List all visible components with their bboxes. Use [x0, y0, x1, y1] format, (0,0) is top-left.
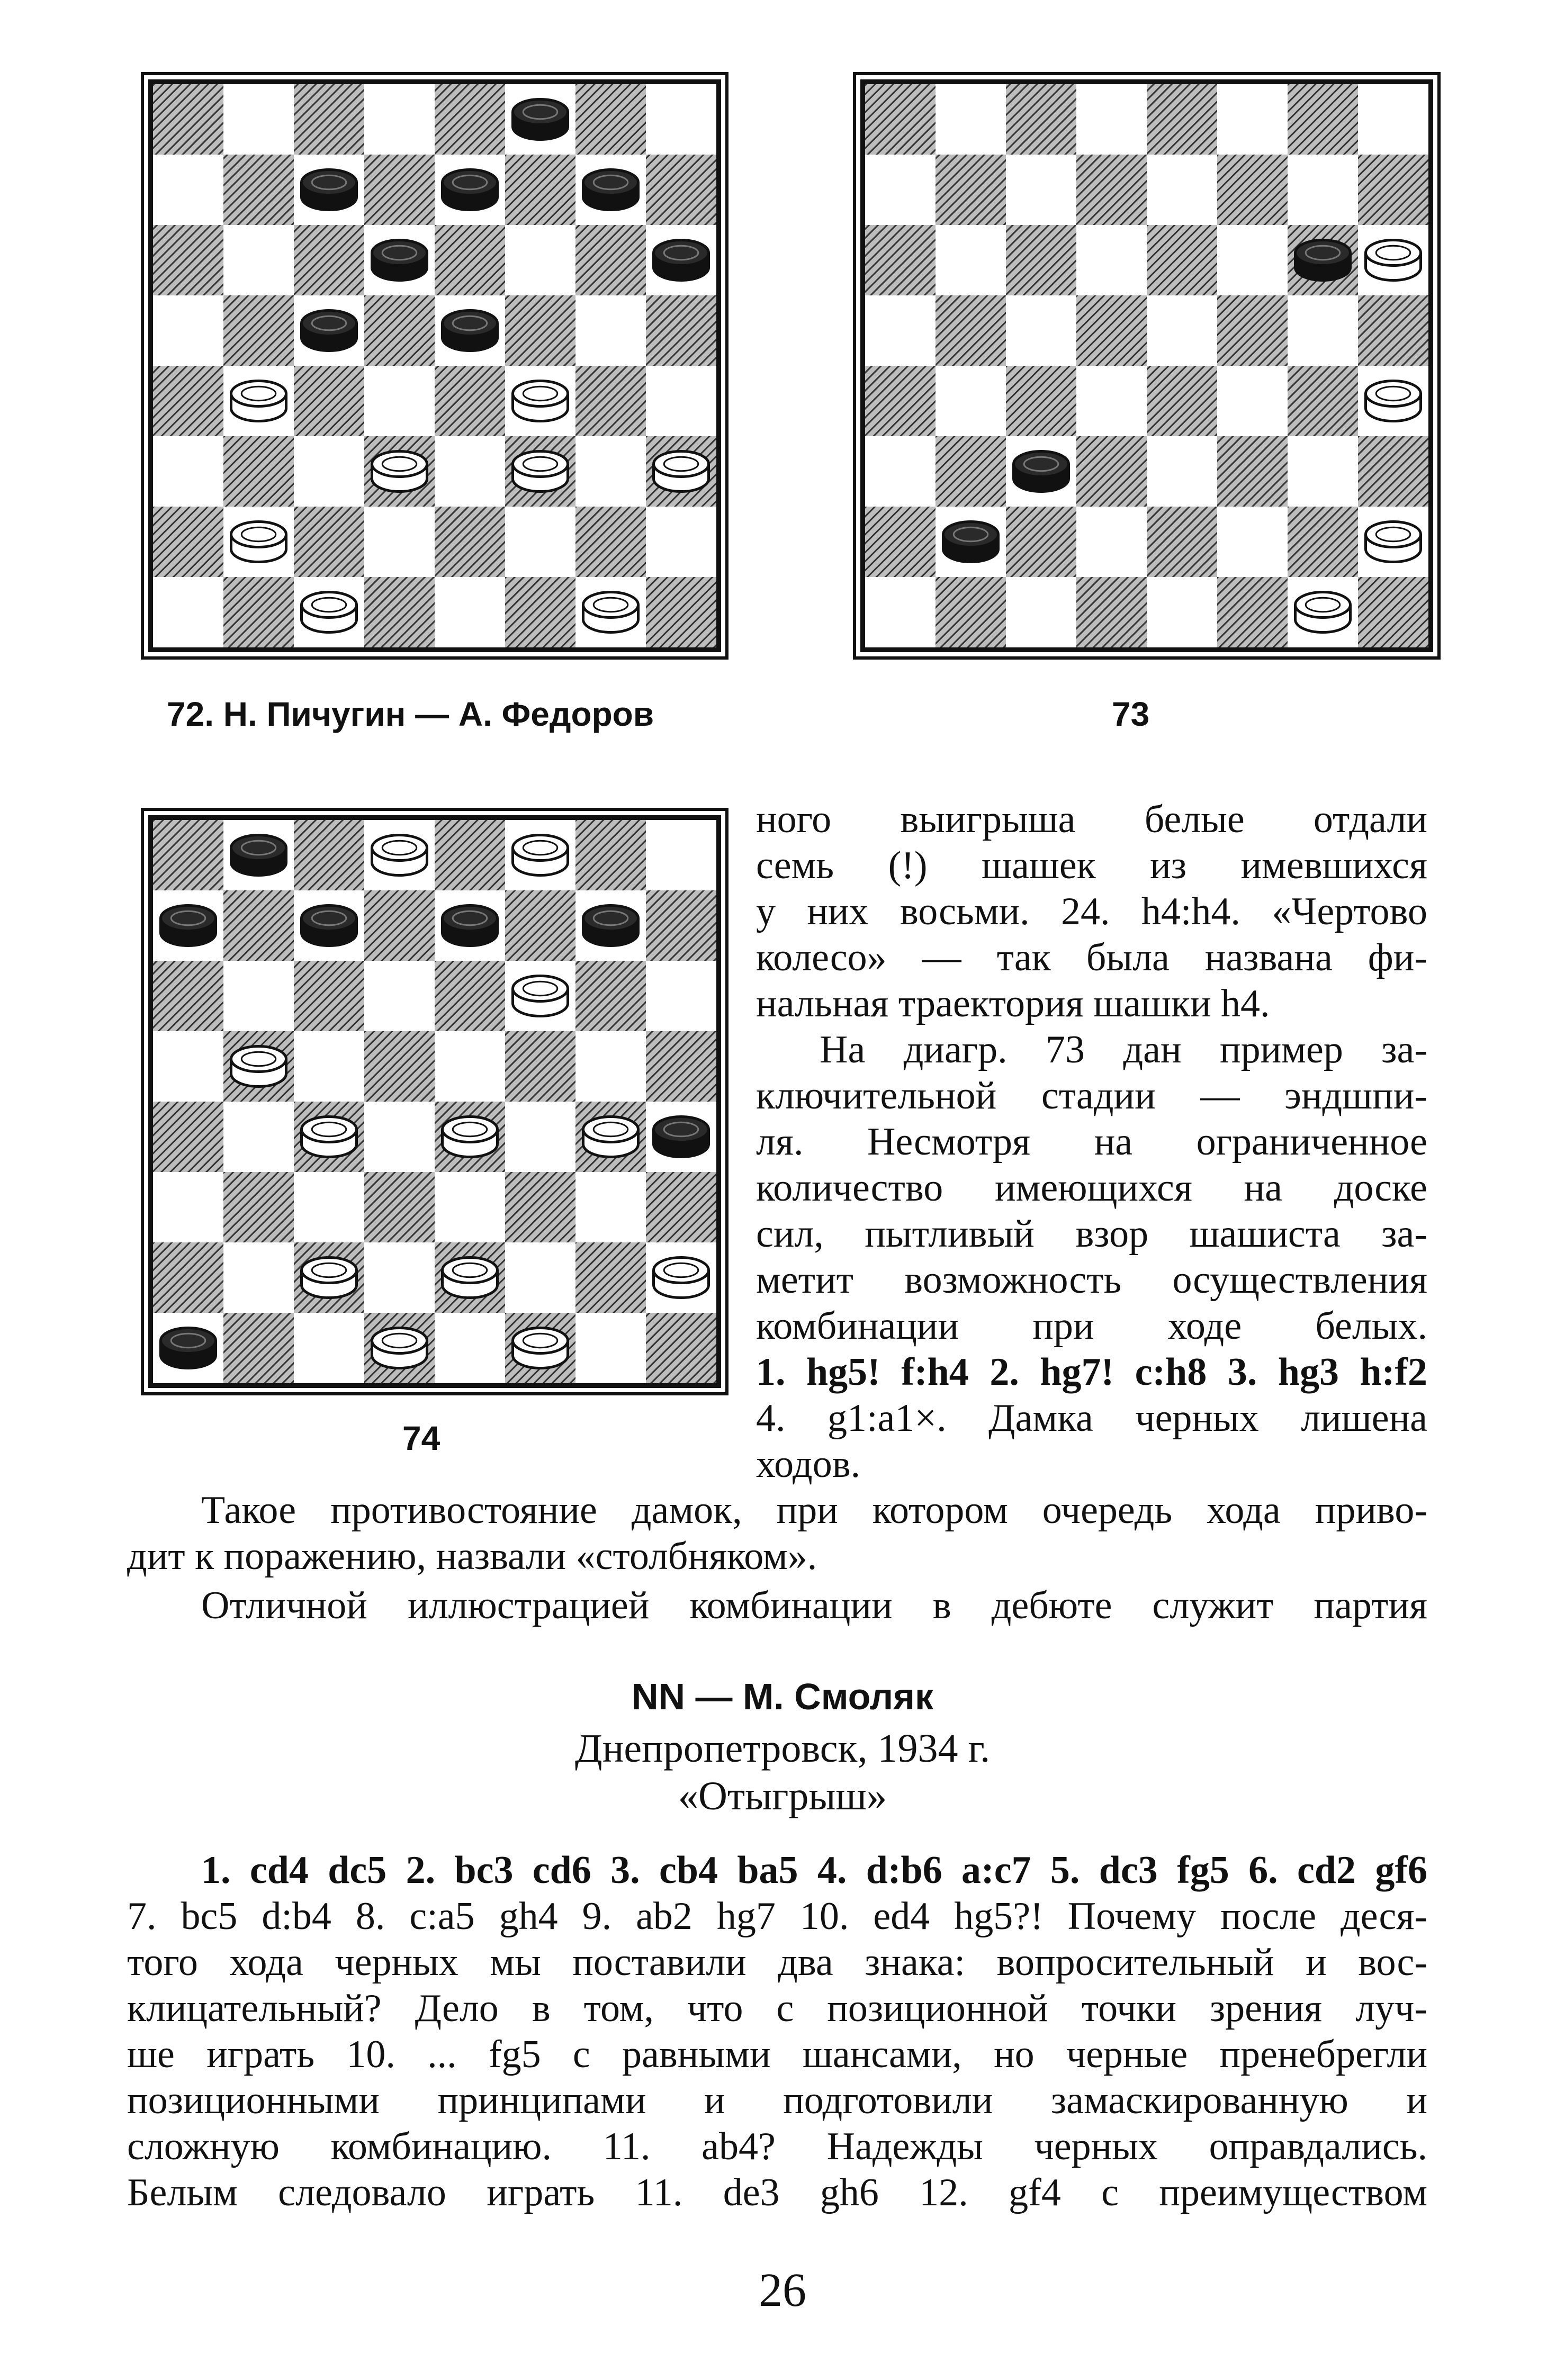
dark-square — [294, 84, 364, 155]
dark-square — [435, 507, 505, 577]
side-line: 4. g1:a1×. Дамка черных лишена — [756, 1396, 1427, 1440]
dark-square — [1076, 155, 1147, 225]
dark-square — [1288, 84, 1358, 155]
black-checker — [943, 522, 999, 562]
board-grid-73 — [865, 84, 1428, 647]
white-checker — [513, 452, 568, 492]
para-line: Отличной иллюстрацией комбинации в дебюте служит партия — [201, 1584, 1427, 1627]
black-checker — [443, 906, 498, 946]
diagram-72-board — [148, 79, 721, 652]
black-checker — [583, 170, 638, 210]
dark-square — [1006, 225, 1076, 295]
dark-square — [153, 1102, 223, 1172]
dark-square — [865, 366, 936, 436]
dark-square — [936, 436, 1006, 507]
dark-square — [1358, 155, 1428, 225]
dark-square — [1217, 295, 1288, 366]
page-number: 26 — [759, 2264, 806, 2316]
black-checker — [302, 170, 357, 210]
dark-square — [575, 366, 646, 436]
side-line: сил, пытливый взор шашиста за- — [756, 1212, 1427, 1256]
dark-square — [936, 577, 1006, 647]
dark-square — [575, 507, 646, 577]
black-checker — [513, 100, 568, 140]
side-line: ключительной стадии — эндшпи- — [756, 1074, 1427, 1117]
dark-square — [646, 1031, 716, 1102]
white-checker — [302, 592, 357, 633]
dark-square — [646, 890, 716, 961]
side-line: количество имеющихся на доске — [756, 1166, 1427, 1210]
dark-square — [223, 577, 294, 647]
dark-square — [1076, 436, 1147, 507]
black-checker — [161, 906, 216, 946]
side-line: ходов. — [756, 1443, 861, 1486]
dark-square — [505, 890, 575, 961]
dark-square — [1076, 577, 1147, 647]
white-checker — [231, 1047, 286, 1087]
dark-square — [646, 295, 716, 366]
white-checker — [654, 452, 709, 492]
dark-square — [936, 155, 1006, 225]
side-line: колесо» — так была названа фи- — [756, 936, 1427, 979]
dark-square — [435, 820, 505, 890]
white-checker — [443, 1258, 498, 1298]
dark-square — [435, 961, 505, 1031]
dark-square — [575, 225, 646, 295]
dark-square — [936, 295, 1006, 366]
diagram-74-board — [148, 815, 721, 1388]
dark-square — [435, 366, 505, 436]
white-checker — [654, 1258, 709, 1298]
game-place: Днепропетровск, 1934 г. — [574, 1726, 991, 1771]
moves-line: 1. cd4 dc5 2. bc3 cd6 3. cb4 ba5 4. d:b6 a:c7 5. dc3 fg5 6. cd2 gf6 — [201, 1849, 1427, 1892]
side-line: у них восьми. 24. h4:h4. «Чертово — [756, 890, 1427, 933]
black-checker — [654, 1117, 709, 1157]
dark-square — [364, 577, 435, 647]
dark-square — [364, 1031, 435, 1102]
dark-square — [153, 366, 223, 436]
white-checker — [513, 976, 568, 1016]
dark-square — [646, 1313, 716, 1383]
black-checker — [443, 170, 498, 210]
dark-square — [1358, 577, 1428, 647]
dark-square — [646, 1172, 716, 1242]
dark-square — [294, 961, 364, 1031]
black-checker — [302, 906, 357, 946]
black-checker — [583, 906, 638, 946]
white-checker — [302, 1258, 357, 1298]
dark-square — [646, 577, 716, 647]
dark-square — [575, 1242, 646, 1313]
game-opening: «Отыгрыш» — [678, 1774, 887, 1818]
dark-square — [1076, 295, 1147, 366]
black-checker — [1014, 452, 1069, 492]
dark-square — [1358, 436, 1428, 507]
white-checker — [583, 1117, 638, 1157]
black-checker — [231, 835, 286, 876]
side-line: нальная траектория шашки h4. — [756, 982, 1270, 1025]
dark-square — [364, 1172, 435, 1242]
diagram-73-caption: 73 — [1112, 695, 1150, 733]
dark-square — [223, 436, 294, 507]
side-line: ного выигрыша белые отдали — [756, 798, 1427, 841]
dark-square — [646, 155, 716, 225]
moves-line: позиционными принципами и подготовили замаскированную и — [127, 2079, 1427, 2122]
dark-square — [575, 84, 646, 155]
dark-square — [364, 155, 435, 225]
dark-square — [223, 890, 294, 961]
dark-square — [1006, 507, 1076, 577]
dark-square — [1217, 155, 1288, 225]
dark-square — [294, 820, 364, 890]
dark-square — [1358, 295, 1428, 366]
dark-square — [223, 295, 294, 366]
dark-square — [505, 295, 575, 366]
side-line: 1. hg5! f:h4 2. hg7! c:h8 3. hg3 h:f2 — [756, 1350, 1427, 1394]
black-checker — [302, 311, 357, 351]
dark-square — [865, 507, 936, 577]
dark-square — [153, 1242, 223, 1313]
dark-square — [505, 577, 575, 647]
dark-square — [865, 225, 936, 295]
white-checker — [513, 835, 568, 876]
white-checker — [302, 1117, 357, 1157]
white-checker — [231, 522, 286, 562]
dark-square — [505, 1172, 575, 1242]
white-checker — [513, 1328, 568, 1368]
diagram-74-caption: 74 — [402, 1419, 440, 1457]
side-text-column — [756, 797, 1427, 1488]
white-checker — [1366, 522, 1421, 562]
white-checker — [231, 381, 286, 421]
dark-square — [153, 820, 223, 890]
dark-square — [1288, 366, 1358, 436]
paragraph-illustration — [127, 1583, 1427, 1629]
dark-square — [575, 961, 646, 1031]
side-line: комбинации при ходе белых. — [756, 1304, 1427, 1348]
dark-square — [1006, 84, 1076, 155]
white-checker — [372, 835, 427, 876]
side-line: семь (!) шашек из имевшихся — [756, 844, 1427, 887]
moves-line: того хода черных мы поставили два знака: вопросительный и вос- — [127, 1941, 1427, 1984]
black-checker — [1296, 240, 1351, 281]
board-grid-74 — [153, 820, 716, 1383]
white-checker — [1366, 240, 1421, 281]
white-checker — [513, 381, 568, 421]
dark-square — [505, 155, 575, 225]
dark-square — [223, 1313, 294, 1383]
dark-square — [435, 225, 505, 295]
para-line: Такое противостояние дамок, при котором очередь хода приво- — [201, 1489, 1427, 1532]
dark-square — [294, 507, 364, 577]
black-checker — [372, 240, 427, 281]
black-checker — [161, 1328, 216, 1368]
dark-square — [1147, 84, 1217, 155]
dark-square — [575, 820, 646, 890]
diagram-73-board — [860, 79, 1433, 652]
side-line: метит возможность осуществления — [756, 1258, 1427, 1302]
dark-square — [435, 84, 505, 155]
white-checker — [443, 1117, 498, 1157]
dark-square — [153, 225, 223, 295]
dark-square — [865, 84, 936, 155]
dark-square — [364, 890, 435, 961]
dark-square — [1147, 225, 1217, 295]
para-line: дит к поражению, назвали «столбняком». — [127, 1535, 817, 1578]
dark-square — [1147, 366, 1217, 436]
paragraph-stolbnyak — [127, 1488, 1427, 1580]
white-checker — [583, 592, 638, 633]
side-line: ля. Несмотря на ограниченное — [756, 1120, 1427, 1164]
dark-square — [223, 1172, 294, 1242]
dark-square — [1288, 507, 1358, 577]
dark-square — [1217, 577, 1288, 647]
moves-line: клицательный? Дело в том, что с позиционной точки зрения луч- — [127, 1987, 1427, 2030]
white-checker — [372, 1328, 427, 1368]
moves-paragraph — [127, 1847, 1427, 2216]
board-grid-72 — [153, 84, 716, 647]
moves-line: Белым следовало играть 11. de3 gh6 12. gf4 с преимуществом — [127, 2171, 1427, 2214]
dark-square — [294, 366, 364, 436]
white-checker — [1366, 381, 1421, 421]
dark-square — [294, 225, 364, 295]
dark-square — [1217, 436, 1288, 507]
dark-square — [505, 1031, 575, 1102]
white-checker — [372, 452, 427, 492]
white-checker — [1296, 592, 1351, 633]
dark-square — [364, 295, 435, 366]
dark-square — [1006, 366, 1076, 436]
dark-square — [223, 155, 294, 225]
moves-line: ше играть 10. ... fg5 с равными шансами, но черные пренебрегли — [127, 2033, 1427, 2076]
dark-square — [1147, 507, 1217, 577]
moves-line: 7. bc5 d:b4 8. c:a5 gh4 9. ab2 hg7 10. ed4 hg5?! Почему после деся- — [127, 1895, 1427, 1938]
dark-square — [153, 961, 223, 1031]
diagram-72-caption: 72. Н. Пичугин — А. Федоров — [167, 695, 654, 733]
black-checker — [654, 240, 709, 281]
dark-square — [153, 507, 223, 577]
dark-square — [153, 84, 223, 155]
black-checker — [443, 311, 498, 351]
side-line: На диагр. 73 дан пример за- — [820, 1028, 1427, 1071]
game-title: NN — М. Смоляк — [632, 1676, 933, 1717]
moves-line: сложную комбинацию. 11. ab4? Надежды черных оправдались. — [127, 2125, 1427, 2168]
